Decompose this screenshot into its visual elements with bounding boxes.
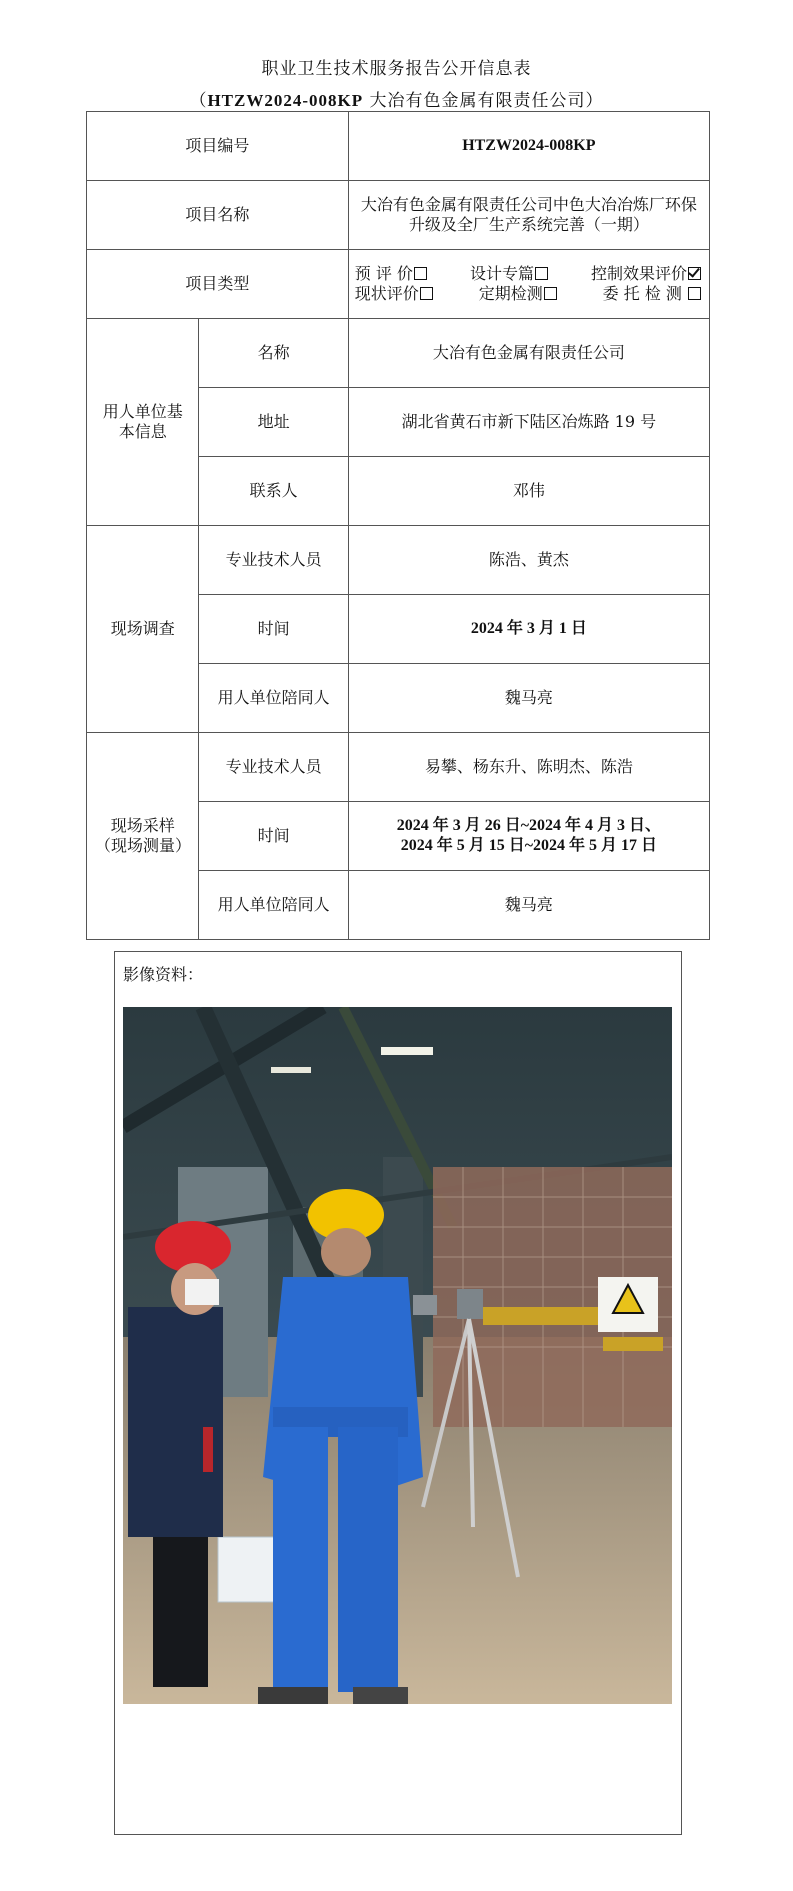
subtitle-open: （ [189,91,208,111]
page-subtitle [0,86,793,111]
employer-name-value: 大冶有色金属有限责任公司 [348,319,709,388]
project-type-label: 项目类型 [87,250,349,319]
sampling-staff-label: 专业技术人员 [199,733,348,802]
table-row [87,733,710,802]
type-option: 预 评 价 [355,264,427,284]
checkbox-icon [535,267,548,280]
info-table [86,111,710,940]
photo-section [114,951,682,1835]
subtitle-code: HTZW2024-008KP [207,91,364,110]
survey-escort-label: 用人单位陪同人 [199,664,348,733]
sampling-group-label: 现场采样 （现场测量） [87,733,199,940]
survey-staff-label: 专业技术人员 [199,526,348,595]
type-option: 控制效果评价 [591,264,701,284]
site-photo [123,1007,672,1704]
employer-name-label: 名称 [199,319,348,388]
subtitle-company: 大冶有色金属有限责任公司） [363,91,604,111]
employer-contact-value: 邓伟 [348,457,709,526]
sampling-time-label: 时间 [199,802,348,871]
project-name-label: 项目名称 [87,181,349,250]
type-option: 设计专篇 [470,264,548,284]
employer-group-label: 用人单位基本信息 [87,319,199,526]
survey-escort-value: 魏马亮 [348,664,709,733]
survey-time-value: 2024 年 3 月 1 日 [348,595,709,664]
table-row [87,112,710,181]
table-row [87,526,710,595]
page-title: 职业卫生技术服务报告公开信息表 [261,59,532,79]
project-no-label: 项目编号 [87,112,349,181]
checked-checkbox-icon [688,267,701,280]
sampling-staff-value: 易攀、杨东升、陈明杰、陈浩 [348,733,709,802]
checkbox-icon [688,287,701,300]
sampling-escort-value: 魏马亮 [348,871,709,940]
employer-address-label: 地址 [199,388,348,457]
type-option: 现状评价 [355,284,433,304]
sampling-time-value: 2024 年 3 月 26 日~2024 年 4 月 3 日、 2024 年 5 月 15 日~2024 年 5 月 17 日 [348,802,709,871]
checkbox-icon [414,267,427,280]
employer-contact-label: 联系人 [199,457,348,526]
table-row [87,250,710,319]
checkbox-icon [544,287,557,300]
table-row [87,319,710,388]
table-row [87,181,710,250]
photo-section-label: 影像资料： [123,965,204,984]
type-option: 委 托 检 测 [603,284,701,304]
survey-time-label: 时间 [199,595,348,664]
project-name-value: 大冶有色金属有限责任公司中色大冶冶炼厂环保升级及全厂生产系统完善（一期） [348,181,709,250]
project-type-options [348,250,709,319]
survey-group-label: 现场调查 [87,526,199,733]
project-no-value: HTZW2024-008KP [348,112,709,181]
type-option: 定期检测 [479,284,557,304]
survey-staff-value: 陈浩、黄杰 [348,526,709,595]
checkbox-icon [420,287,433,300]
sampling-escort-label: 用人单位陪同人 [199,871,348,940]
employer-address-value: 湖北省黄石市新下陆区冶炼路 19 号 [348,388,709,457]
